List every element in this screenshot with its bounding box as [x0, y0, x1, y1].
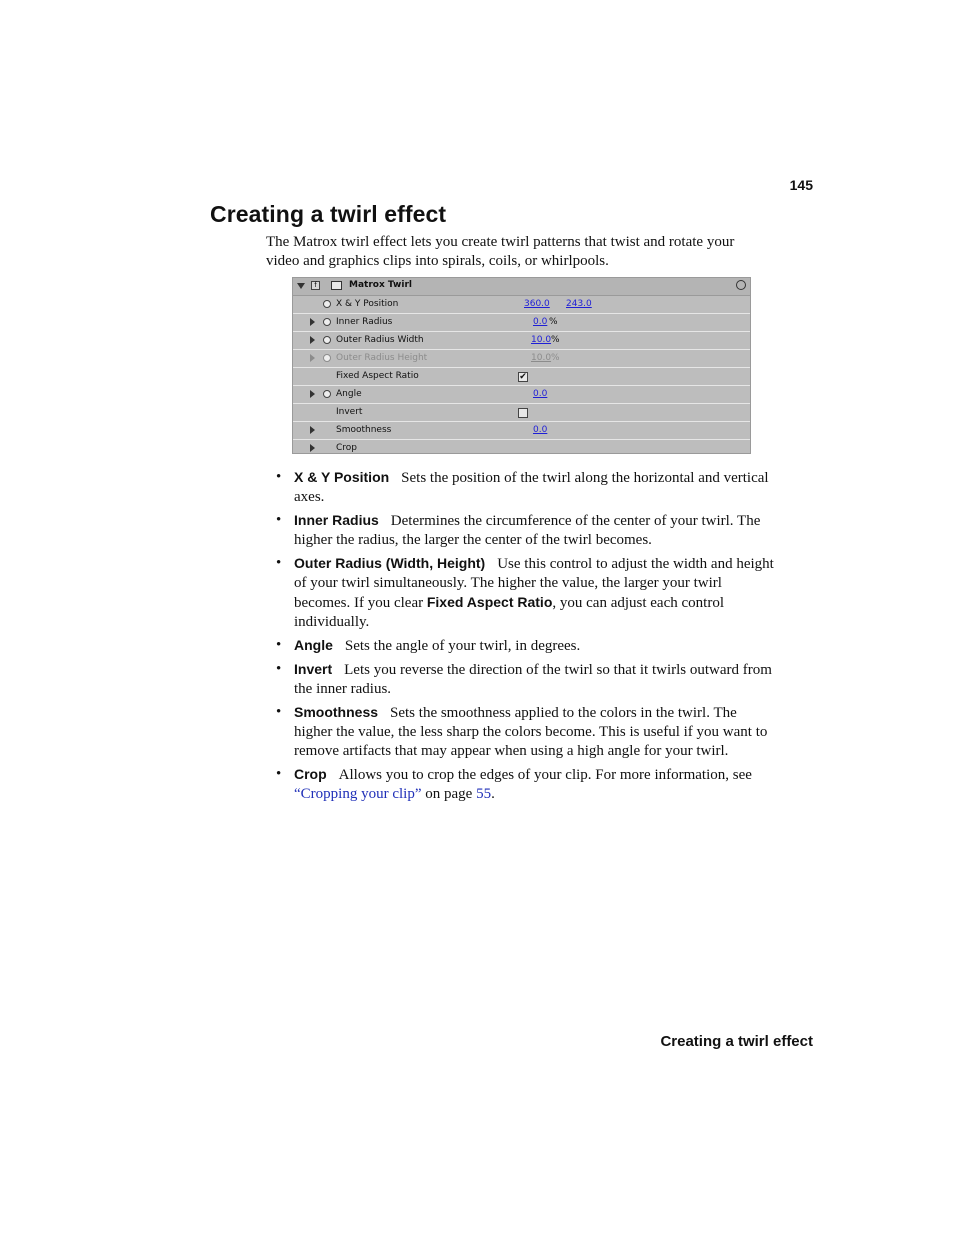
param-row-inner-radius — [293, 314, 750, 332]
page-title: Creating a twirl effect — [210, 201, 447, 227]
description-text: on page — [425, 786, 473, 802]
param-label: Outer Radius Height — [336, 353, 428, 363]
stopwatch-icon[interactable] — [323, 300, 331, 308]
collapse-triangle-icon[interactable] — [297, 283, 305, 289]
term-label: Inner Radius — [294, 512, 379, 528]
intro-paragraph: The Matrox twirl effect lets you create twirl patterns that twist and rotate your video and graphics clips into spirals, coils, or whirlpools. — [266, 234, 735, 269]
page-55-link[interactable]: 55 — [476, 786, 492, 802]
param-label: Inner Radius — [336, 317, 393, 327]
reset-icon[interactable] — [736, 280, 746, 290]
stopwatch-icon[interactable] — [323, 336, 331, 344]
bullet: • — [276, 469, 282, 485]
bullet: • — [276, 637, 282, 653]
param-label: Outer Radius Width — [336, 335, 424, 345]
expand-triangle-icon — [310, 354, 315, 362]
param-row-xy-position — [293, 296, 750, 314]
param-label: Smoothness — [336, 425, 392, 435]
bullet: • — [276, 704, 282, 720]
expand-triangle-icon[interactable] — [310, 336, 315, 344]
list-item — [276, 703, 774, 761]
effect-controls-panel — [292, 277, 751, 454]
stopwatch-icon[interactable] — [323, 390, 331, 398]
param-label: X & Y Position — [336, 299, 399, 309]
expand-triangle-icon[interactable] — [310, 390, 315, 398]
unit-label: % — [551, 335, 560, 345]
effect-header-row[interactable] — [293, 278, 750, 296]
param-row-outer-radius-height — [293, 350, 750, 368]
list-item — [276, 636, 774, 656]
stopwatch-icon — [323, 354, 331, 362]
expand-triangle-icon[interactable] — [310, 426, 315, 434]
description-text: Lets you reverse the direction of the twirl so that it twirls outward from the inner radius. — [294, 662, 772, 697]
angle-value[interactable]: 0.0 — [533, 389, 548, 399]
cropping-your-clip-link[interactable]: “Cropping your clip” — [294, 786, 422, 802]
expand-triangle-icon[interactable] — [310, 318, 315, 326]
smoothness-value[interactable]: 0.0 — [533, 425, 548, 435]
param-row-fixed-aspect-ratio — [293, 368, 750, 386]
parameter-descriptions — [276, 468, 774, 808]
param-row-outer-radius-width — [293, 332, 750, 350]
bullet: • — [276, 555, 282, 571]
param-label: Crop — [336, 443, 358, 453]
invert-checkbox[interactable] — [518, 408, 528, 418]
effect-icon — [331, 281, 342, 290]
outer-radius-height-value: 10.0 — [531, 353, 552, 363]
fixed-aspect-ratio-checkbox[interactable]: ✔ — [519, 372, 527, 382]
page-number: 145 — [789, 177, 813, 193]
description-text: Sets the smoothness applied to the colors in the twirl. The higher the value, the less sharp the colors become. This is useful if you want to remove artifacts that may appear when using a high angle for your twirl. — [294, 705, 768, 759]
list-item — [276, 468, 774, 507]
bullet: • — [276, 661, 282, 677]
inner-radius-value[interactable]: 0.0 — [533, 317, 548, 327]
param-label: Fixed Aspect Ratio — [336, 371, 419, 381]
running-footer: Creating a twirl effect — [660, 1033, 813, 1050]
term-label: Smoothness — [294, 704, 379, 720]
param-row-angle — [293, 386, 750, 404]
bullet: • — [276, 766, 282, 782]
unit-label: % — [549, 317, 558, 327]
list-item — [276, 660, 774, 699]
term-label: Angle — [294, 637, 333, 653]
term-label: Invert — [294, 661, 333, 677]
list-item — [276, 765, 774, 804]
description-text: Determines the circumference of the center of your twirl. The higher the radius, the larger the center of the twirl becomes. — [294, 513, 761, 548]
list-item — [276, 554, 774, 632]
x-position-value[interactable]: 360.0 — [524, 299, 550, 309]
stopwatch-icon[interactable] — [323, 318, 331, 326]
param-row-crop — [293, 440, 750, 457]
term-label: Crop — [294, 766, 327, 782]
description-text: . — [491, 786, 495, 802]
bullet: • — [276, 512, 282, 528]
description-text: Allows you to crop the edges of your clip. For more information, see — [338, 767, 752, 783]
param-row-smoothness — [293, 422, 750, 440]
inline-term: Fixed Aspect Ratio — [426, 594, 553, 610]
description-text: , you can adjust each control individually. — [294, 595, 724, 630]
term-label: Outer Radius (Width, Height) — [294, 555, 486, 571]
fx-toggle-icon[interactable]: f — [311, 281, 320, 290]
expand-triangle-icon[interactable] — [310, 444, 315, 452]
y-position-value[interactable]: 243.0 — [566, 299, 592, 309]
param-label: Angle — [336, 389, 362, 399]
description-text: Sets the position of the twirl along the horizontal and vertical axes. — [294, 470, 769, 505]
param-label: Invert — [336, 407, 363, 417]
unit-label: % — [551, 353, 560, 363]
effect-name: Matrox Twirl — [349, 280, 412, 290]
list-item — [276, 511, 774, 550]
description-text: Use this control to adjust the width and height of your twirl simultaneously. The higher the value, the larger your twirl becomes. If you clear — [294, 556, 774, 611]
param-row-invert — [293, 404, 750, 422]
term-label: X & Y Position — [294, 469, 390, 485]
description-text: Sets the angle of your twirl, in degrees. — [344, 638, 581, 654]
outer-radius-width-value[interactable]: 10.0 — [531, 335, 552, 345]
